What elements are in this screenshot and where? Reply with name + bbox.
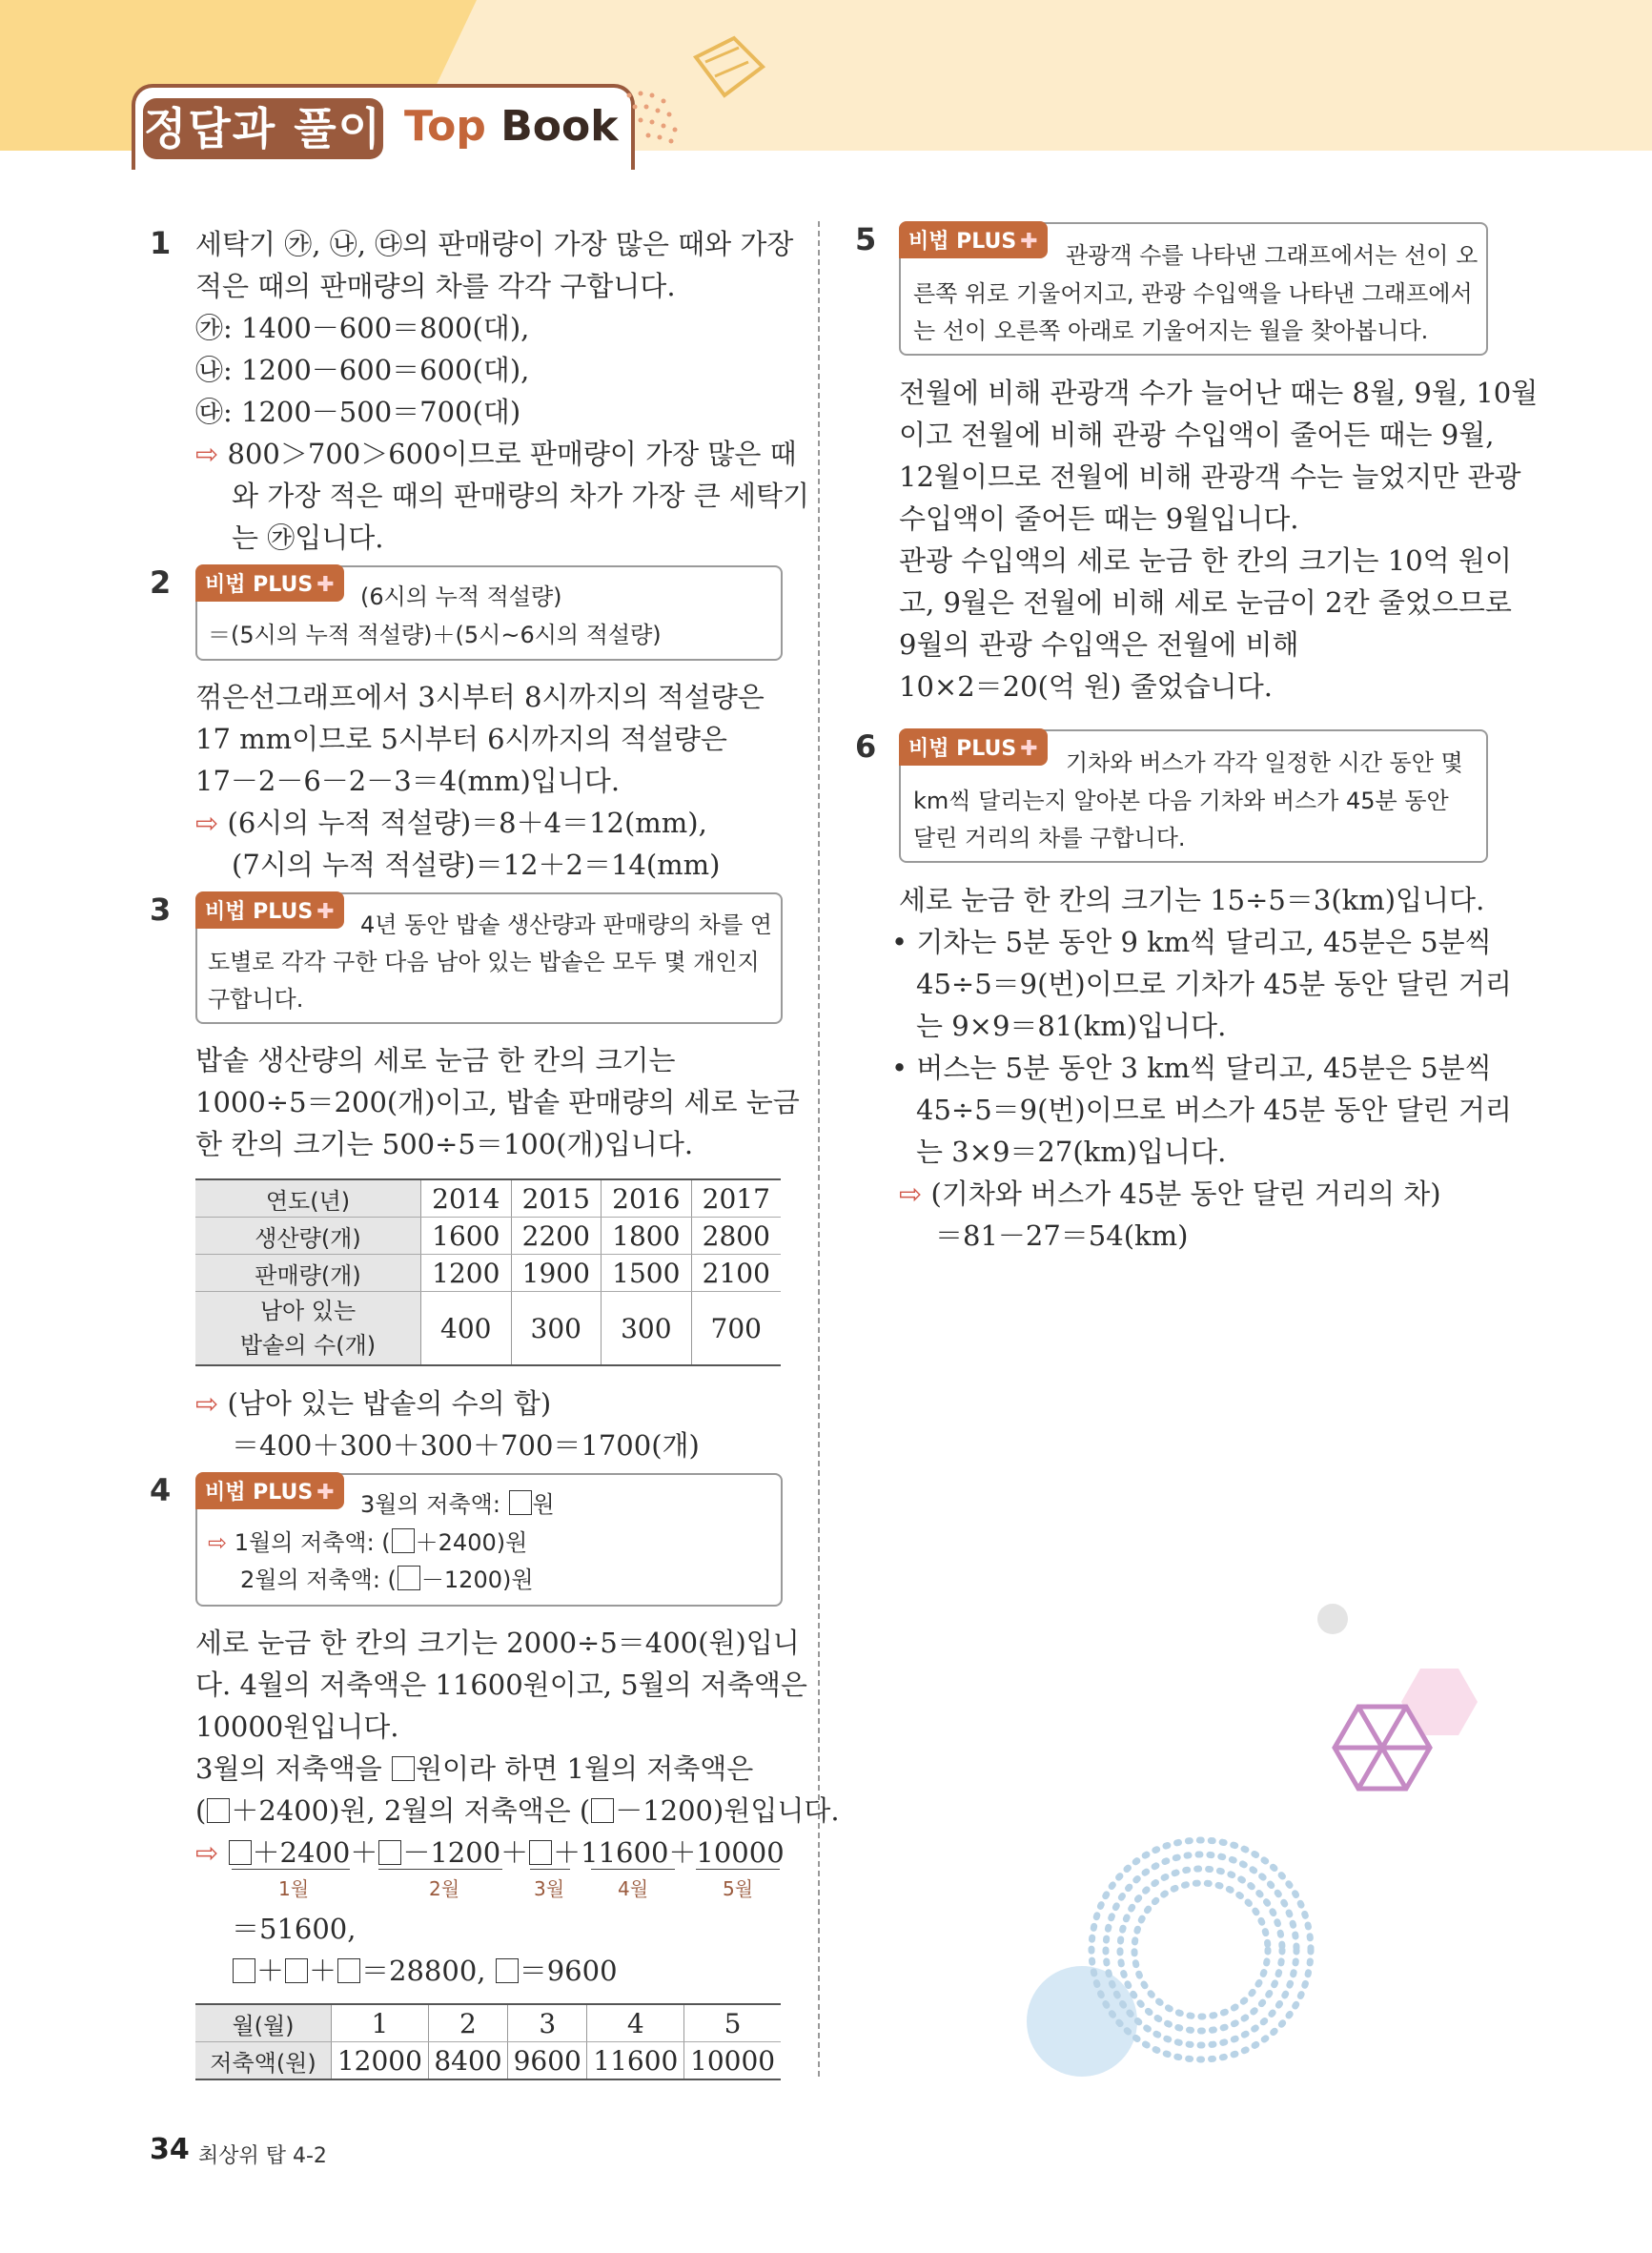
arrow-icon: ⇨ (208, 1529, 228, 1556)
plus-text: km씩 달리는지 알아본 다음 기차와 버스가 45분 동안 (913, 788, 1449, 814)
table-header: 2017 (691, 1179, 781, 1218)
table-row (195, 2042, 781, 2080)
q1-conclusion: ⇨ 800＞700＞600이므로 판매량이 가장 많은 때 (195, 438, 797, 470)
arrow-icon: ⇨ (195, 438, 219, 470)
q4-line: 3월의 저축액을 원이라 하면 1월의 저축액은 (195, 1752, 754, 1785)
q6-line: 45÷5＝9(번)이므로 버스가 45분 동안 달린 거리 (916, 1094, 1512, 1126)
plus-icon: ✚ (1020, 737, 1038, 761)
dotted-ring-decoration-icon (1015, 1831, 1339, 2098)
table-cell: 11600 (587, 2042, 684, 2080)
arrow-icon: ⇨ (195, 807, 219, 839)
plus-text: ⇨ 1월의 저축액: ( ＋2400)원 (208, 1529, 528, 1556)
q4-line: 세로 눈금 한 칸의 크기는 2000÷5＝400(원)입니 (195, 1627, 800, 1659)
q4-table (195, 2003, 781, 2080)
plus-text: (6시의 누적 적설량) (360, 584, 562, 610)
plus-text: 른쪽 위로 기울어지고, 관광 수입액을 나타낸 그래프에서 (913, 280, 1473, 307)
table-cell: 2800 (691, 1218, 781, 1255)
blank-box (337, 1958, 360, 1983)
q3-conclusion: ⇨ (남아 있는 밥솥의 수의 합) (195, 1387, 552, 1420)
q1-line: 는 ㉮입니다. (232, 522, 384, 554)
table-row (195, 1218, 781, 1255)
underline (232, 1869, 350, 1870)
blank-box (591, 1798, 614, 1823)
table-cell: 400 (421, 1292, 512, 1366)
pencil-icon (686, 29, 772, 114)
blank-box (398, 1566, 420, 1590)
q6-line: • 버스는 5분 동안 3 km씩 달리고, 45분은 5분씩 (891, 1052, 1492, 1084)
table-cell: 1500 (602, 1255, 692, 1292)
q3-line: ＝400＋300＋300＋700＝1700(개) (232, 1429, 700, 1462)
q4-line: ＝51600, (232, 1913, 357, 1945)
q6-line: 45÷5＝9(번)이므로 기차가 45분 동안 달린 거리 (916, 968, 1512, 1000)
q3-table (195, 1178, 781, 1366)
q4-line: ＋ ＋ ＝28800, ＝9600 (232, 1950, 618, 1989)
blank-box (207, 1798, 230, 1823)
plus-text: 기차와 버스가 각각 일정한 시간 동안 몇 (1066, 749, 1463, 776)
underline (530, 1869, 570, 1870)
blank-box (285, 1958, 308, 1983)
question-number: 4 (150, 1472, 172, 1508)
table-cell: 300 (511, 1292, 602, 1366)
question-number: 5 (855, 221, 877, 257)
book-title: Top Book (404, 102, 619, 151)
plus-icon: ✚ (316, 900, 335, 924)
table-cell: 9600 (508, 2042, 587, 2080)
q1-line: ㉮: 1400－600＝800(대), (195, 312, 530, 344)
plus-text: 는 선이 오른쪽 아래로 기울어지는 월을 찾아봅니다. (913, 317, 1429, 344)
q2-line: 17－2－6－2－3＝4(mm)입니다. (195, 765, 621, 797)
table-cell: 2100 (691, 1255, 781, 1292)
q5-line: 12월이므로 전월에 비해 관광객 수는 늘었지만 관광 (899, 461, 1521, 493)
question-number: 1 (150, 225, 172, 261)
row-label: 저축액(원) (195, 2042, 332, 2080)
month-label: 4월 (618, 1877, 649, 1900)
table-cell: 8400 (428, 2042, 507, 2080)
q1-line: ㉯: 1200－600＝600(대), (195, 354, 530, 386)
plus-tag: 비법 PLUS ✚ (195, 891, 344, 929)
q5-line: 9월의 관광 수입액은 전월에 비해 (899, 628, 1299, 661)
blank-box (509, 1490, 532, 1515)
circle-decoration-icon (1315, 1602, 1350, 1636)
plus-text: 4년 동안 밥솥 생산량과 판매량의 차를 연 (360, 911, 772, 938)
table-row (195, 1179, 781, 1218)
q5-line: 이고 전월에 비해 관광 수입액이 줄어든 때는 9월, (899, 419, 1495, 451)
blank-box (229, 1840, 252, 1865)
plus-icon: ✚ (1020, 230, 1038, 254)
plus-text: 구합니다. (208, 986, 304, 1013)
plus-text: ＝(5시의 누적 적설량)＋(5시~6시의 적설량) (208, 622, 662, 648)
table-cell: 1900 (511, 1255, 602, 1292)
question-number: 6 (855, 728, 877, 765)
table-row (195, 2004, 781, 2042)
table-header: 4 (587, 2004, 684, 2042)
table-header: 월(월) (195, 2004, 332, 2042)
q1-line: ㉰: 1200－500＝700(대) (195, 396, 521, 428)
plus-tag: 비법 PLUS ✚ (195, 564, 344, 602)
month-label: 3월 (534, 1877, 565, 1900)
plus-icon: ✚ (316, 1481, 335, 1505)
q6-line: 는 9×9＝81(km)입니다. (916, 1010, 1227, 1042)
q3-line: 한 칸의 크기는 500÷5＝100(개)입니다. (195, 1128, 694, 1160)
underline (696, 1869, 780, 1870)
plus-tag: 비법 PLUS ✚ (195, 1472, 344, 1509)
q4-line: 10000원입니다. (195, 1710, 399, 1743)
month-label: 1월 (278, 1877, 310, 1900)
table-cell: 1600 (421, 1218, 512, 1255)
table-header: 2014 (421, 1179, 512, 1218)
q1-line: 와 가장 적은 때의 판매량의 차가 가장 큰 세탁기 (232, 480, 810, 512)
q1-line: 세탁기 ㉮, ㉯, ㉰의 판매량이 가장 많은 때와 가장 (195, 228, 794, 260)
q6-line: • 기차는 5분 동안 9 km씩 달리고, 45분은 5분씩 (891, 926, 1492, 958)
q5-line: 수입액이 줄어든 때는 9월입니다. (899, 502, 1299, 535)
underline (591, 1869, 675, 1870)
q2-line: (7시의 누적 적설량)＝12＋2＝14(mm) (232, 849, 721, 881)
table-row (195, 1292, 781, 1366)
arrow-icon: ⇨ (899, 1178, 923, 1210)
row-label: 생산량(개) (195, 1218, 421, 1255)
plus-text: 관광객 수를 나타낸 그래프에서는 선이 오 (1066, 242, 1479, 269)
q4-line: 다. 4월의 저축액은 11600원이고, 5월의 저축액은 (195, 1669, 807, 1701)
table-header: 5 (684, 2004, 781, 2042)
table-header: 2 (428, 2004, 507, 2042)
q6-line: ＝81－27＝54(km) (935, 1219, 1189, 1252)
blank-box (233, 1958, 255, 1983)
plus-text: 도별로 각각 구한 다음 남아 있는 밥솥은 모두 몇 개인지 (208, 949, 760, 975)
q4-equation: ⇨ ＋2400＋ －1200＋ ＋11600＋10000 (195, 1836, 785, 1869)
question-number: 3 (150, 891, 172, 928)
q5-line: 10×2＝20(억 원) 줄었습니다. (899, 670, 1273, 703)
month-label: 2월 (429, 1877, 460, 1900)
table-header: 2016 (602, 1179, 692, 1218)
table-header: 연도(년) (195, 1179, 421, 1218)
table-cell: 12000 (332, 2042, 429, 2080)
page-number: 34 (150, 2133, 190, 2166)
plus-icon: ✚ (316, 573, 335, 597)
blank-box (496, 1958, 519, 1983)
arrow-icon: ⇨ (195, 1387, 219, 1420)
plus-tag: 비법 PLUS ✚ (899, 221, 1048, 258)
row-label: 판매량(개) (195, 1255, 421, 1292)
table-cell: 1200 (421, 1255, 512, 1292)
q3-line: 밥솥 생산량의 세로 눈금 한 칸의 크기는 (195, 1044, 676, 1076)
q1-line: 적은 때의 판매량의 차를 각각 구합니다. (195, 270, 676, 302)
q6-line: 는 3×9＝27(km)입니다. (916, 1136, 1227, 1168)
table-cell: 1800 (602, 1218, 692, 1255)
table-cell: 700 (691, 1292, 781, 1366)
plus-text: 3월의 저축액: 원 (360, 1491, 555, 1518)
section-title: 정답과 풀이 (143, 98, 383, 159)
table-cell: 2200 (511, 1218, 602, 1255)
q3-line: 1000÷5＝200(개)이고, 밥솥 판매량의 세로 눈금 (195, 1086, 800, 1118)
plus-tag: 비법 PLUS ✚ (899, 728, 1048, 766)
q2-conclusion: ⇨ (6시의 누적 적설량)＝8＋4＝12(mm), (195, 807, 707, 839)
q5-line: 고, 9월은 전월에 비해 세로 눈금이 2칸 줄었으므로 (899, 586, 1512, 619)
arrow-icon: ⇨ (195, 1836, 219, 1869)
q5-line: 전월에 비해 관광객 수가 늘어난 때는 8월, 9월, 10월 (899, 377, 1539, 409)
q2-line: 꺾은선그래프에서 3시부터 8시까지의 적설량은 (195, 681, 765, 713)
blank-box (392, 1528, 415, 1553)
underline (378, 1869, 502, 1870)
book-footer: 최상위 탑 4-2 (198, 2144, 327, 2168)
row-label: 남아 있는 밥솥의 수(개) (195, 1292, 421, 1366)
q5-line: 관광 수입액의 세로 눈금 한 칸의 크기는 10억 원이 (899, 544, 1512, 577)
table-header: 3 (508, 2004, 587, 2042)
question-number: 2 (150, 564, 172, 601)
table-header: 2015 (511, 1179, 602, 1218)
q4-line: ( ＋2400)원, 2월의 저축액은 ( －1200)원입니다. (195, 1794, 840, 1827)
blank-box (378, 1840, 401, 1865)
q6-conclusion: ⇨ (기차와 버스가 45분 동안 달린 거리의 차) (899, 1178, 1441, 1210)
blank-box (529, 1840, 552, 1865)
q2-line: 17 mm이므로 5시부터 6시까지의 적설량은 (195, 723, 727, 755)
dots-decoration-icon (620, 86, 696, 153)
table-row (195, 1255, 781, 1292)
table-cell: 300 (602, 1292, 692, 1366)
table-cell: 10000 (684, 2042, 781, 2080)
month-label: 5월 (723, 1877, 754, 1900)
table-header: 1 (332, 2004, 429, 2042)
plus-text: 2월의 저축액: ( －1200)원 (240, 1567, 534, 1593)
blank-box (392, 1756, 415, 1781)
plus-text: 달린 거리의 차를 구합니다. (913, 825, 1186, 851)
q6-line: 세로 눈금 한 칸의 크기는 15÷5＝3(km)입니다. (899, 884, 1485, 916)
